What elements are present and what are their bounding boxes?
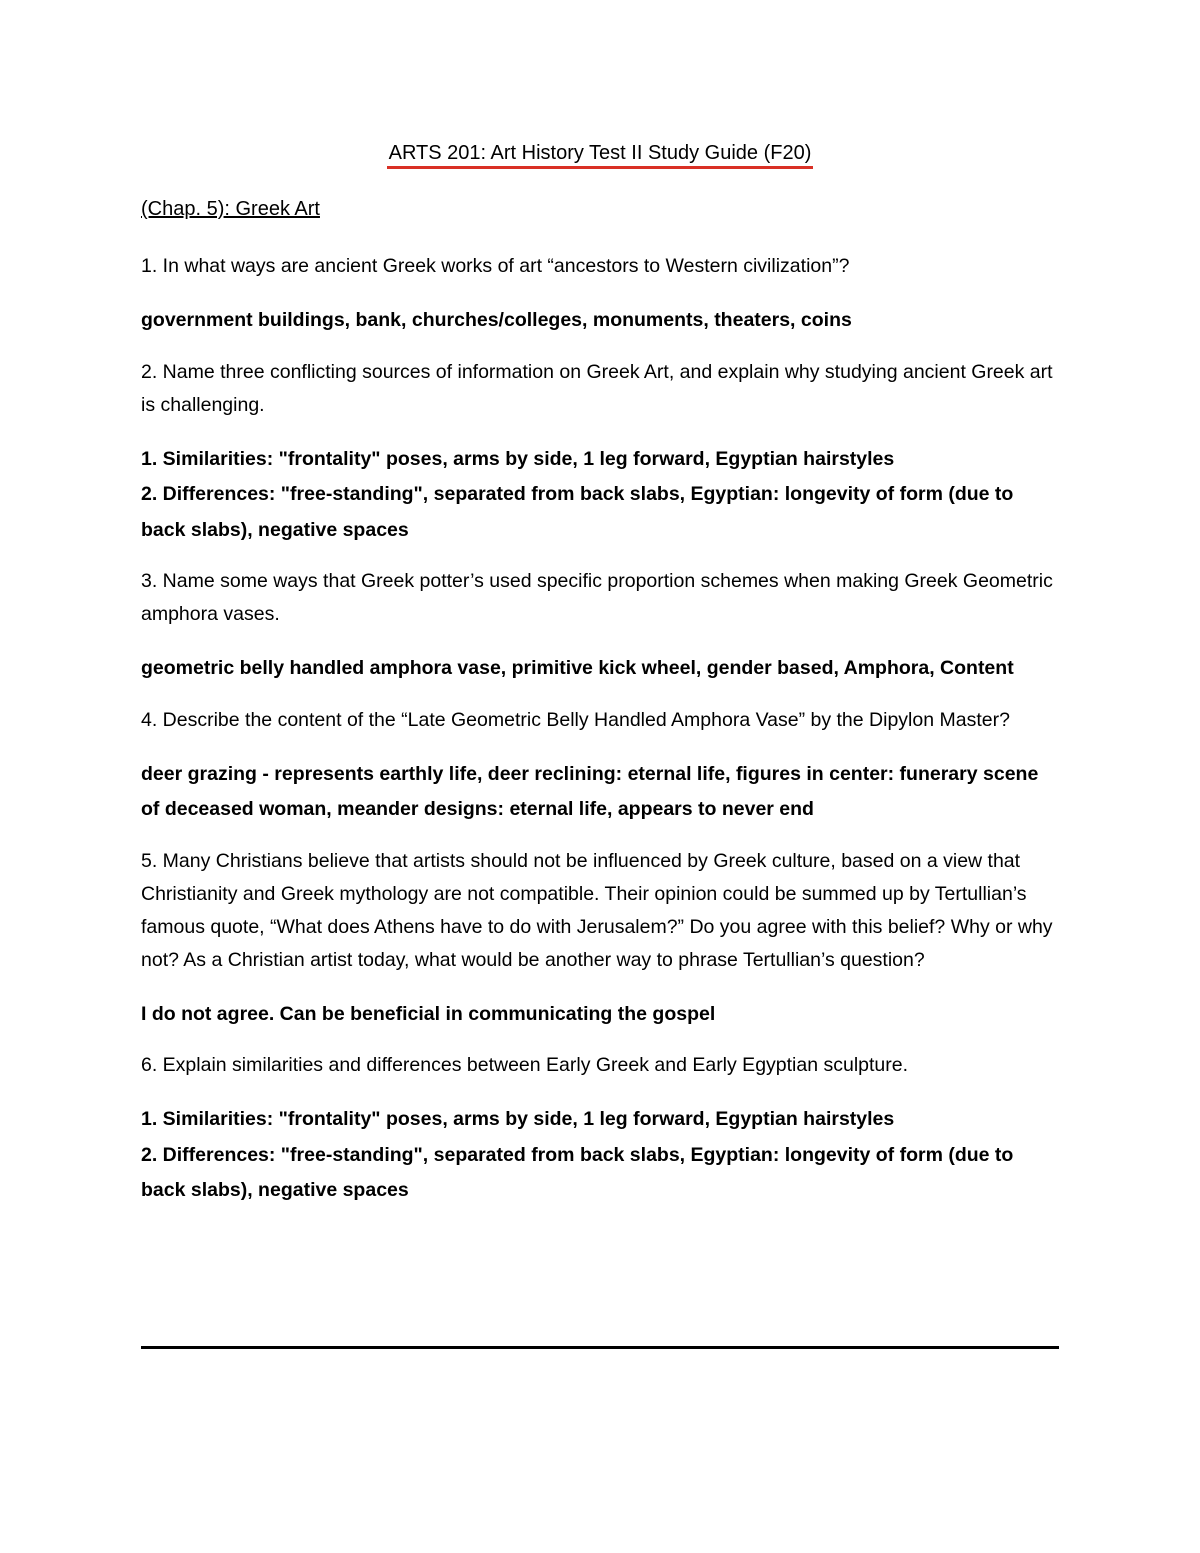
answer-1 xyxy=(141,303,1059,339)
closing-rule xyxy=(141,1346,1059,1349)
document-body xyxy=(141,140,1059,1226)
answer-4-line-1: deer grazing - represents earthly life, deer reclining: eternal life, figures in center: funerary scene of deceased woman, meander designs: eternal life, appears to never end xyxy=(141,762,1039,820)
question-1: 1. In what ways are ancient Greek works of art “ancestors to Western civilization”? xyxy=(141,255,850,277)
answer-2 xyxy=(141,442,1059,549)
question-6: 6. Explain similarities and differences between Early Greek and Early Egyptian sculpture. xyxy=(141,1054,909,1076)
question-2: 2. Name three conflicting sources of information on Greek Art, and explain why studying ancient Greek art is challenging. xyxy=(141,360,1053,416)
question-5: 5. Many Christians believe that artists should not be influenced by Greek culture, based on a view that Christianity and Greek mythology are not compatible. Their opinion could be summed up by Tertullian’s famous quote, “What does Athens have to do with Jerusalem?” Do you agree with this belief? Why or why not? As a Christian artist today, what would be another way to phrase Tertullian’s question? xyxy=(141,849,1053,971)
answer-4 xyxy=(141,757,1059,828)
answer-2-line-2: 2. Differences: "free-standing", separated from back slabs, Egyptian: longevity of form (due to back slabs), negative spaces xyxy=(141,483,1014,541)
answer-2-line-1: 1. Similarities: "frontality" poses, arms by side, 1 leg forward, Egyptian hairstyles xyxy=(141,447,895,470)
answer-1-line-1: government buildings, bank, churches/colleges, monuments, theaters, coins xyxy=(141,309,852,331)
chapter-heading: (Chap. 5): Greek Art xyxy=(141,198,320,220)
answer-3-line-1: geometric belly handled amphora vase, primitive kick wheel, gender based, Amphora, Content xyxy=(141,657,1014,679)
answer-6-line-1: 1. Similarities: "frontality" poses, arms by side, 1 leg forward, Egyptian hairstyles xyxy=(141,1108,895,1130)
question-4: 4. Describe the content of the “Late Geometric Belly Handled Amphora Vase” by the Dipylon Master? xyxy=(141,708,1010,731)
answer-5-line-1: I do not agree. Can be beneficial in communicating the gospel xyxy=(141,1002,716,1025)
title-row xyxy=(141,140,1059,172)
answer-3 xyxy=(141,651,1059,687)
question-3: 3. Name some ways that Greek potter’s used specific proportion schemes when making Greek Geometric amphora vases. xyxy=(141,570,1053,625)
answer-6 xyxy=(141,1102,1059,1209)
answer-6-line-2: 2. Differences: "free-standing", separated from back slabs, Egyptian: longevity of form (due to back slabs), negative spaces xyxy=(141,1143,1014,1201)
answer-5 xyxy=(141,997,1059,1033)
document-title: ARTS 201: Art History Test II Study Guide (F20) xyxy=(387,140,814,169)
